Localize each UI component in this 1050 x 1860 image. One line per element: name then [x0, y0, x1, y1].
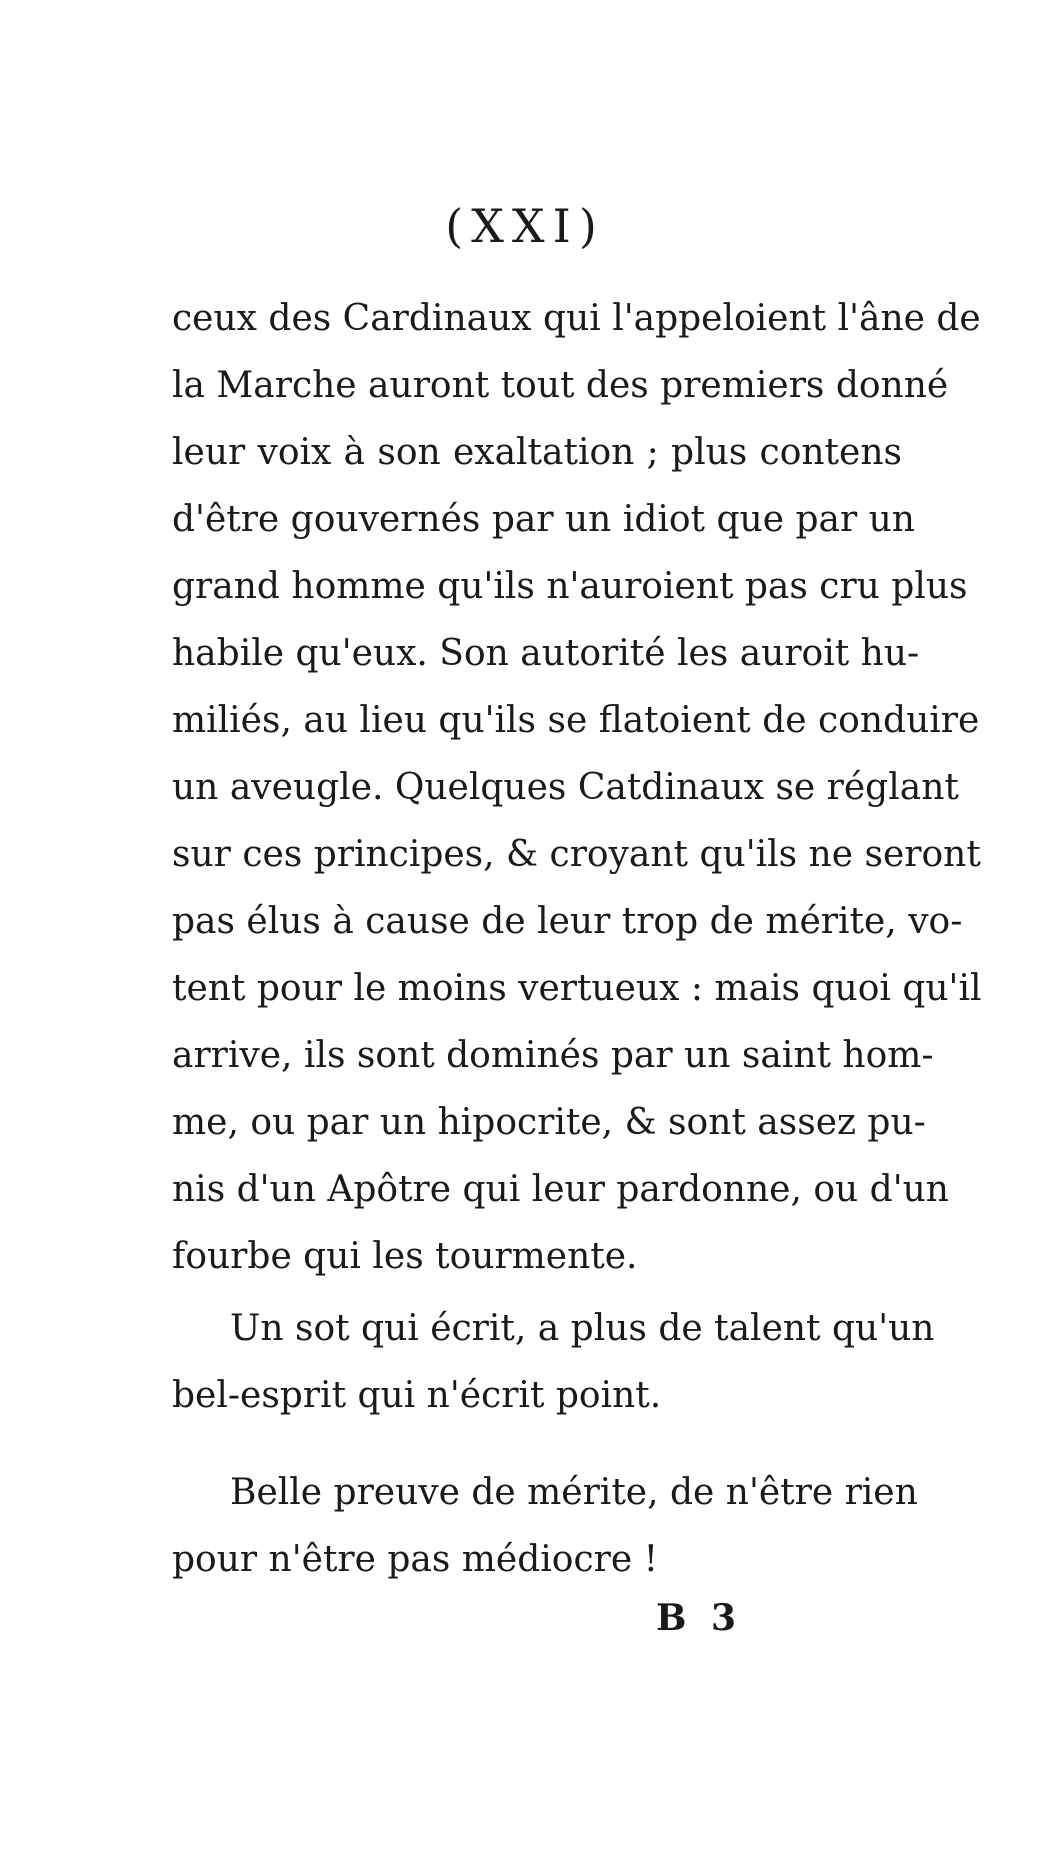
- signature-mark: B 3: [656, 1597, 743, 1639]
- text-line: grand homme qu'ils n'auroient pas cru plus: [172, 566, 968, 607]
- text-line: fourbe qui les tourmente.: [172, 1236, 638, 1277]
- text-line: un aveugle. Quelques Catdinaux se réglant: [172, 767, 959, 808]
- text-line: habile qu'eux. Son autorité les auroit hu-: [172, 633, 920, 674]
- text-line: ceux des Cardinaux qui l'appeloient l'âne de: [172, 298, 981, 339]
- text-line: sur ces principes, & croyant qu'ils ne seront: [172, 834, 981, 875]
- text-line: d'être gouvernés par un idiot que par un: [172, 499, 915, 540]
- paragraph-sot: [172, 1295, 935, 1429]
- page-number: (XXI): [445, 199, 605, 253]
- text-line: me, ou par un hipocrite, & sont assez pu-: [172, 1102, 926, 1143]
- text-line: leur voix à son exaltation ; plus contens: [172, 432, 902, 473]
- text-line: bel-esprit qui n'écrit point.: [172, 1375, 662, 1416]
- text-line: miliés, au lieu qu'ils se flatoient de conduire: [172, 700, 980, 741]
- text-line: tent pour le moins vertueux : mais quoi qu'il: [172, 968, 982, 1009]
- text-line: Un sot qui écrit, a plus de talent qu'un: [230, 1308, 935, 1349]
- text-line: la Marche auront tout des premiers donné: [172, 365, 949, 406]
- text-line: nis d'un Apôtre qui leur pardonne, ou d'un: [172, 1169, 949, 1210]
- paragraph-cardinals: [172, 285, 982, 1290]
- text-line: pas élus à cause de leur trop de mérite, vo-: [172, 901, 963, 942]
- text-line: arrive, ils sont dominés par un saint hom-: [172, 1035, 934, 1076]
- paragraph-merite: [172, 1459, 918, 1593]
- text-line: pour n'être pas médiocre !: [172, 1539, 659, 1580]
- text-line: Belle preuve de mérite, de n'être rien: [230, 1472, 918, 1513]
